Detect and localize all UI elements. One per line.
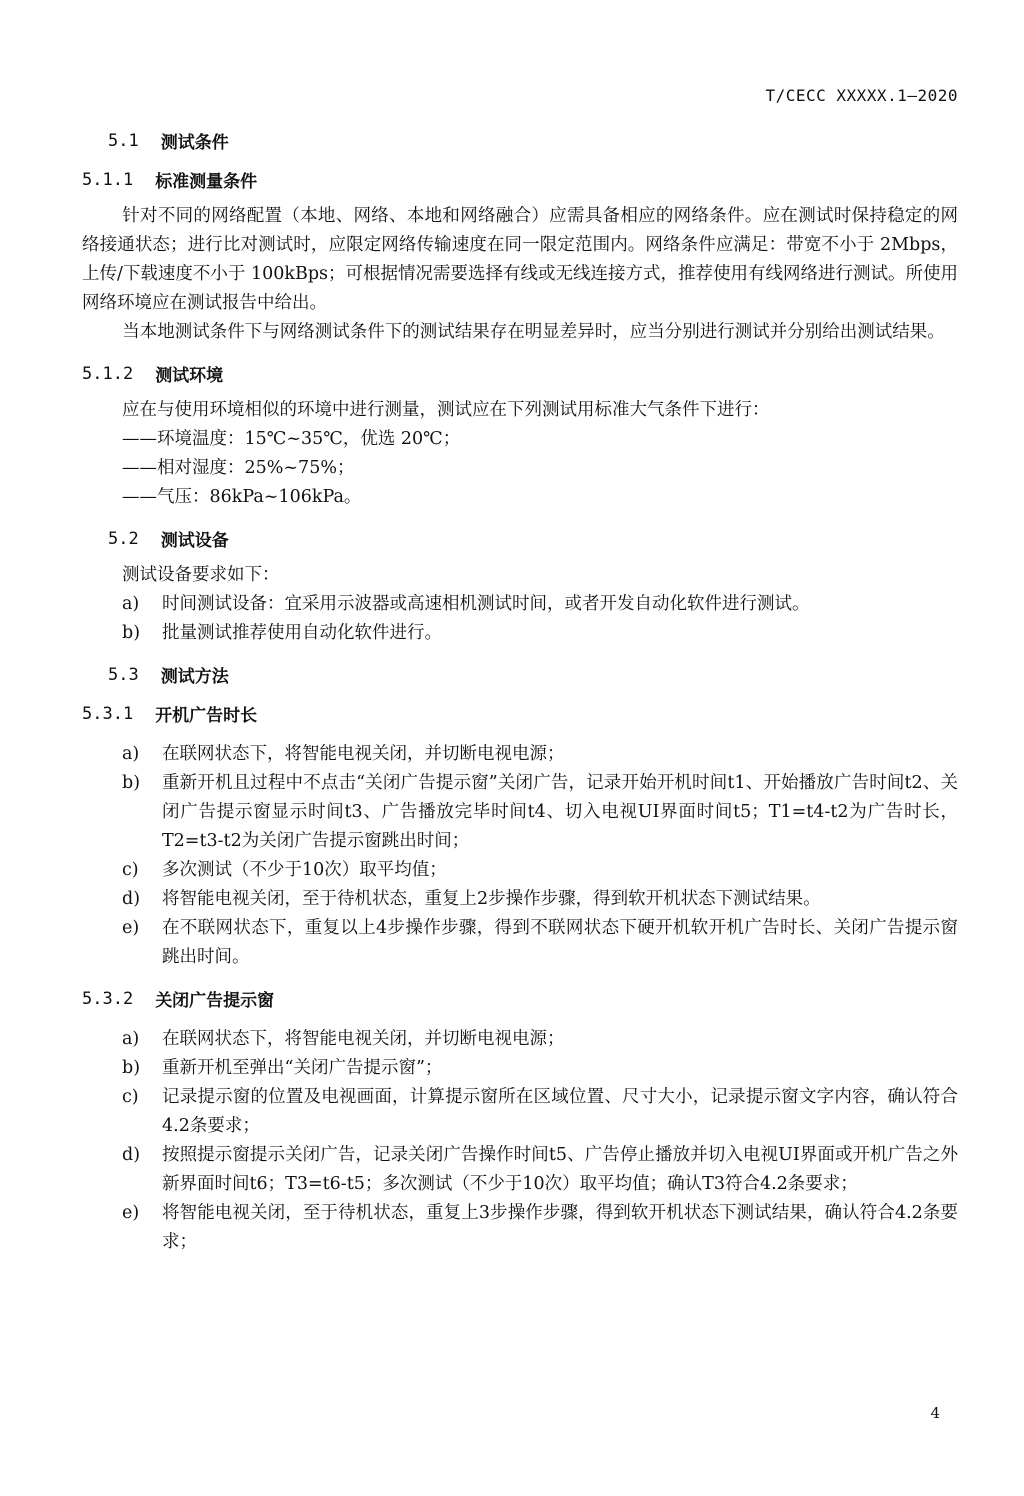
document-id: T/CECC XXXXX.1—2020 (765, 86, 958, 105)
heading-title: 测试条件 (160, 133, 229, 153)
list-text: 在不联网状态下，重复以上4步操作步骤，得到不联网状态下硬开机软开机广告时长、关闭广告提示窗跳出时间。 (162, 918, 958, 967)
list-item (82, 885, 958, 914)
list-text: 将智能电视关闭，至于待机状态，重复上3步操作步骤，得到软开机状态下测试结果，确认符合4.2条要求； (162, 1203, 958, 1252)
heading-number: 5.1.1 (82, 169, 134, 190)
heading-5-2 (82, 526, 958, 551)
heading-5-3-1 (82, 701, 958, 726)
paragraph: 应在与使用环境相似的环境中进行测量，测试应在下列测试用标准大气条件下进行： (122, 400, 770, 420)
list-item: ——相对湿度：25%~75%； (122, 458, 355, 478)
list-item (82, 856, 958, 885)
heading-title: 测试设备 (160, 531, 229, 551)
list-item (82, 1141, 958, 1199)
heading-title: 关闭广告提示窗 (155, 991, 275, 1011)
list-marker: c) (122, 860, 139, 880)
heading-title: 开机广告时长 (155, 706, 258, 726)
heading-title: 标准测量条件 (155, 172, 258, 192)
heading-5-3 (82, 662, 958, 687)
list-item (82, 1025, 958, 1054)
list-item (82, 1199, 958, 1257)
list-marker: b) (122, 1058, 141, 1078)
list-marker: e) (122, 1203, 140, 1223)
list-text: 按照提示窗提示关闭广告，记录关闭广告操作时间t5、广告停止播放并切入电视UI界面或开机广告之外新界面时间t6；T3=t6-t5；多次测试（不少于10次）取平均值；确认T3符合4.2条要求； (162, 1145, 958, 1194)
list-text: 记录提示窗的位置及电视画面，计算提示窗所在区域位置、尺寸大小，记录提示窗文字内容，确认符合4.2条要求； (162, 1087, 958, 1136)
heading-number: 5.3 (108, 664, 139, 685)
list-marker: e) (122, 918, 140, 938)
list-marker: b) (122, 773, 141, 793)
list-item (82, 619, 958, 648)
heading-title: 测试方法 (160, 667, 229, 687)
list-marker: b) (122, 623, 141, 643)
list-text: 重新开机且过程中不点击“关闭广告提示窗”关闭广告，记录开始开机时间t1、开始播放广告时间t2、关闭广告提示窗显示时间t3、广告播放完毕时间t4、切入电视UI界面时间t5；T1=t4-t2为广告时长，T2=t3-t2为关闭广告提示窗跳出时间； (162, 773, 958, 851)
heading-5-1 (82, 128, 958, 153)
list-item (82, 1083, 958, 1141)
list-item: ——环境温度：15℃~35℃，优选 20℃； (122, 429, 461, 449)
list-item (82, 769, 958, 856)
list-text: 批量测试推荐使用自动化软件进行。 (162, 623, 442, 643)
heading-number: 5.1 (108, 130, 139, 151)
paragraph: 测试设备要求如下： (122, 565, 280, 585)
heading-5-3-2 (82, 986, 958, 1011)
paragraph: 当本地测试条件下与网络测试条件下的测试结果存在明显差异时，应当分别进行测试并分别给出测试结果。 (122, 322, 945, 342)
list-item (82, 590, 958, 619)
list-text: 多次测试（不少于10次）取平均值； (162, 860, 447, 880)
list-marker: a) (122, 594, 140, 614)
paragraph: 针对不同的网络配置（本地、网络、本地和网络融合）应需具备相应的网络条件。应在测试时保持稳定的网络接通状态；进行比对测试时，应限定网络传输速度在同一限定范围内。网络条件应满足：带宽不小于 2Mbps，上传/下载速度不小于 100kBps；可根据情况需要选择有线或无线连接方式，推荐使用有线网络进行测试。所使用网络环境应在测试报告中给出。 (82, 206, 959, 313)
heading-number: 5.1.2 (82, 363, 134, 384)
list-item (82, 740, 958, 769)
list-text: 在联网状态下，将智能电视关闭，并切断电视电源； (162, 744, 565, 764)
document-body (82, 128, 958, 1257)
list-text: 将智能电视关闭，至于待机状态，重复上2步操作步骤，得到软开机状态下测试结果。 (162, 889, 821, 909)
heading-number: 5.2 (108, 528, 139, 549)
page-number: 4 (930, 1404, 940, 1422)
list-text: 在联网状态下，将智能电视关闭，并切断电视电源； (162, 1029, 565, 1049)
list-marker: a) (122, 744, 140, 764)
heading-number: 5.3.2 (82, 988, 134, 1009)
heading-number: 5.3.1 (82, 703, 134, 724)
list-text: 重新开机至弹出“关闭广告提示窗”； (162, 1058, 443, 1078)
heading-5-1-1 (82, 167, 958, 192)
heading-5-1-2 (82, 361, 958, 386)
list-marker: d) (122, 889, 141, 909)
heading-title: 测试环境 (155, 366, 224, 386)
list-item (82, 1054, 958, 1083)
list-item: ——气压：86kPa~106kPa。 (122, 487, 362, 507)
list-text: 时间测试设备：宜采用示波器或高速相机测试时间，或者开发自动化软件进行测试。 (162, 594, 810, 614)
list-item (82, 914, 958, 972)
list-marker: a) (122, 1029, 140, 1049)
list-marker: d) (122, 1145, 141, 1165)
list-marker: c) (122, 1087, 139, 1107)
